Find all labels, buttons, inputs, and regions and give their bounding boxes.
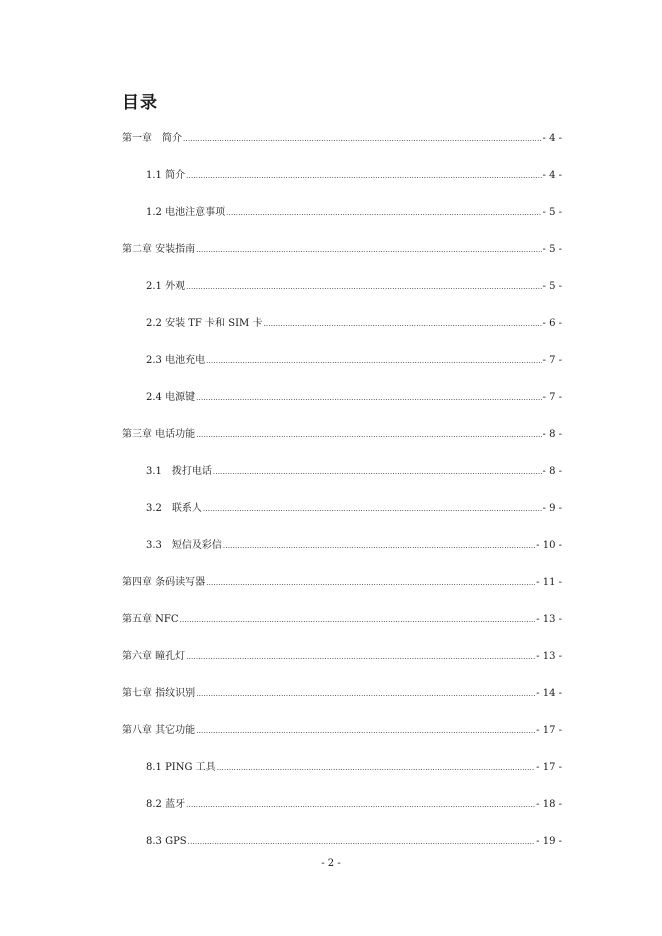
toc-entry-label: 第二章 安装指南 — [122, 244, 196, 255]
toc-entry-label: 第七章 指纹识别 — [122, 688, 196, 699]
toc-entry-label: 第六章 瞳孔灯 — [122, 651, 186, 662]
toc-leader-dots — [223, 540, 535, 552]
toc-entry[interactable] — [146, 207, 562, 219]
toc-leader-dots — [183, 133, 542, 145]
toc-entry[interactable] — [146, 762, 562, 774]
toc-entry-label: 3.1 拨打电话 — [146, 466, 212, 477]
toc-leader-dots — [186, 651, 535, 663]
toc-entry-label: 第一章 简介 — [122, 133, 182, 144]
toc-leader-dots — [196, 429, 541, 441]
toc-page-number: - 4 - — [542, 133, 562, 144]
toc-entry[interactable] — [146, 799, 562, 811]
toc-page-number: - 17 - — [536, 725, 562, 736]
toc-entry-label: 第四章 条码读写器 — [122, 577, 206, 588]
toc-leader-dots — [186, 281, 541, 293]
toc-entry-label: 3.2 联系人 — [146, 503, 202, 514]
toc-entry-label: 1.1 简介 — [146, 170, 186, 181]
toc-entry[interactable] — [146, 540, 562, 552]
toc-entry[interactable] — [122, 577, 562, 589]
toc-entry-label: 第五章 NFC — [122, 614, 179, 625]
toc-entry[interactable] — [122, 614, 562, 626]
toc-entry[interactable] — [146, 392, 562, 404]
toc-entry[interactable] — [146, 466, 562, 478]
toc-page-number: - 11 - — [536, 577, 562, 588]
toc-leader-dots — [213, 466, 542, 478]
toc-entry-label: 8.3 GPS — [146, 836, 187, 847]
toc-entry[interactable] — [122, 725, 562, 737]
toc-page-number: - 7 - — [542, 392, 562, 403]
toc-page-number: - 10 - — [536, 540, 562, 551]
toc-leader-dots — [263, 318, 541, 330]
toc-page-number: - 14 - — [536, 688, 562, 699]
toc-entry[interactable] — [146, 503, 562, 515]
toc-entry-label: 8.2 蓝牙 — [146, 799, 186, 810]
toc-leader-dots — [196, 688, 535, 700]
toc-entry-label: 2.2 安装 TF 卡和 SIM 卡 — [146, 318, 263, 329]
toc-leader-dots — [180, 614, 536, 626]
toc-page-number: - 13 - — [536, 614, 562, 625]
toc-page-number: - 5 - — [542, 244, 562, 255]
toc-page-number: - 6 - — [542, 318, 562, 329]
toc-leader-dots — [206, 577, 535, 589]
toc-page-number: - 4 - — [542, 170, 562, 181]
toc-entry[interactable] — [146, 836, 562, 848]
toc-leader-dots — [196, 725, 535, 737]
toc-leader-dots — [217, 762, 535, 774]
toc-leader-dots — [226, 207, 541, 219]
toc-page-number: - 9 - — [542, 503, 562, 514]
toc-entry-label: 2.1 外观 — [146, 281, 186, 292]
toc-entry[interactable] — [146, 170, 562, 182]
toc-leader-dots — [196, 244, 541, 256]
toc-page-number: - 7 - — [542, 355, 562, 366]
toc-entry[interactable] — [122, 429, 562, 441]
toc-entry-label: 2.4 电源键 — [146, 392, 196, 403]
toc-leader-dots — [188, 836, 536, 848]
toc-entry[interactable] — [122, 651, 562, 663]
page-footer-number: - 2 - — [321, 858, 341, 869]
toc-page-number: - 8 - — [542, 429, 562, 440]
toc-entry-label: 第八章 其它功能 — [122, 725, 196, 736]
toc-leader-dots — [186, 799, 535, 811]
toc-title: 目录 — [122, 93, 158, 113]
toc-entry-label: 3.3 短信及彩信 — [146, 540, 222, 551]
toc-leader-dots — [196, 392, 541, 404]
toc-page-number: - 18 - — [536, 799, 562, 810]
toc-entry[interactable] — [146, 355, 562, 367]
toc-page-number: - 17 - — [536, 762, 562, 773]
toc-page-number: - 5 - — [542, 207, 562, 218]
toc-entry-label: 第三章 电话功能 — [122, 429, 196, 440]
toc-page-number: - 13 - — [536, 651, 562, 662]
toc-entry[interactable] — [122, 688, 562, 700]
toc-entry[interactable] — [122, 133, 562, 145]
toc-page-number: - 8 - — [542, 466, 562, 477]
toc-entry[interactable] — [146, 318, 562, 330]
toc-entry-label: 8.1 PING 工具 — [146, 762, 216, 773]
toc-entry[interactable] — [146, 281, 562, 293]
toc-entry-label: 1.2 电池注意事项 — [146, 207, 226, 218]
toc-entry-label: 2.3 电池充电 — [146, 355, 206, 366]
toc-entry[interactable] — [122, 244, 562, 256]
toc-page-number: - 19 - — [536, 836, 562, 847]
toc-leader-dots — [206, 355, 541, 367]
toc-page-number: - 5 - — [542, 281, 562, 292]
toc-leader-dots — [203, 503, 542, 515]
toc-leader-dots — [186, 170, 541, 182]
